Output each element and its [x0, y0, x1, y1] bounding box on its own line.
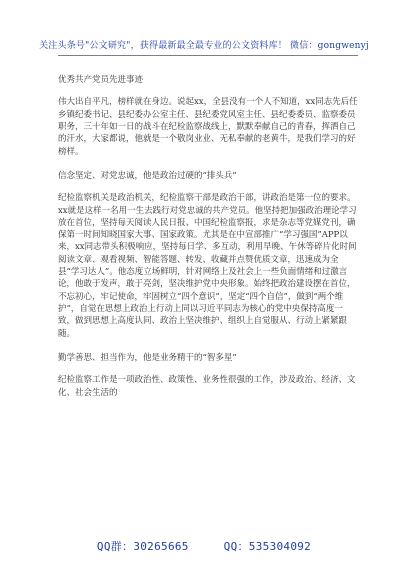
header-link[interactable]: 关注头条号"公文研究"，获得最新最全最专业的公文资料库！ 微信：gongwenyj	[39, 41, 369, 51]
section-paragraph-2: 纪检监察工作是一项政治性、政策性、业务性很强的工作，涉及政治、经济、文化、社会生活的	[58, 375, 356, 398]
document-title: 优秀共产党员先进事迹	[58, 75, 144, 85]
footer-contact	[0, 538, 408, 554]
qq-label: QQ：535304092	[223, 540, 312, 553]
qq-group-label: QQ群：30265665	[96, 540, 189, 553]
section-heading-1: 信念坚定、对党忠诚，他是政治过硬的“排头兵”	[58, 170, 237, 181]
document-body	[58, 70, 358, 399]
header-divider	[58, 55, 358, 56]
section-heading-2: 勤学善思、担当作为，他是业务精干的“智多星”	[58, 352, 237, 363]
intro-paragraph: 伟大出自平凡，榜样就在身边。说起xx，全县没有一个人不知道，xx同志先后任乡镇纪委书记、县纪委办公室主任、县纪委党风室主任、县纪委委员、监察委员职务，三十年如一日的战斗在纪检监察战线上，默默奉献自己的青春，挥洒自己的汗水，大家都说，他就是一个敬岗业业、无私奉献的老黄牛，是我们学习的好榜样。	[58, 97, 358, 157]
section-paragraph-1: 纪检监察机关是政治机关，纪检监察干部是政治干部，讲政治是第一位的要求。xx就是这样一名用一生去践行对党忠诚的共产党员。他坚持把加强政治理论学习放在首位，坚持每天阅读人民日报、中国纪检监察报，求是杂志等党媒党刊，确保第一时间知晓国家大事、国家政策。尤其是在中宣部推广“学习强国”APP以来，xx同志带头积极响应，坚持每日学、多互动，利用早晚、午休等碎片化时间阅读文章、观看视频、智能答题、转发、收藏并点赞优质文章，迅速成为全县“学习达人”。他态度立场鲜明，针对网络上及社会上一些负面情绪和过激言论，他敢于发声，敢于亮剑，坚决维护党中央形象。始终把政治建设摆在首位，不忘初心，牢记使命，牢固树立“四个意识”，坚定“四个自信”，做到“两个维护”，自觉在思想上政治上行动上同以习近平同志为核心的党中央保持高度一致，做到思想上高度认同、政治上坚决维护、组织上自觉服从、行动上紧紧跟随。	[58, 193, 357, 339]
